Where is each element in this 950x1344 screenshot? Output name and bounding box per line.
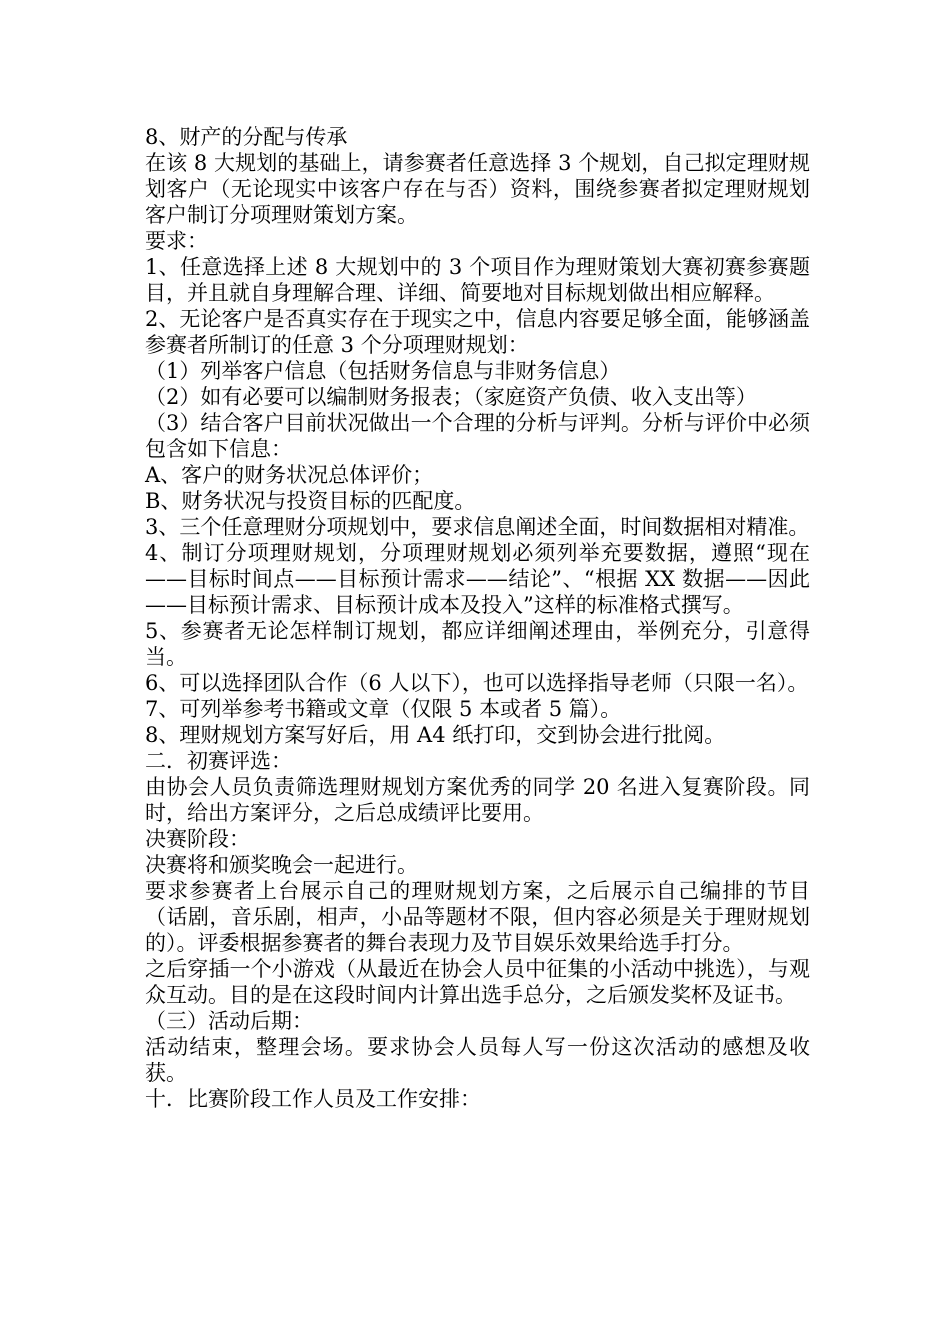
paragraph-sub-1: （1）列举客户信息（包括财务信息与非财务信息）: [145, 359, 621, 383]
paragraph-post-body: 活动结束，整理会场。要求协会人员每人写一份这次活动的感想及收获。: [145, 1035, 810, 1085]
paragraph-sub-2: （2）如有必要可以编制财务报表；（家庭资产负债、收入支出等）: [145, 385, 757, 409]
paragraph-preliminary-heading: 二．初赛评选：: [145, 749, 292, 773]
paragraph-req-7: 7、可列举参考书籍或文章（仅限 5 本或者 5 篇）。: [145, 697, 622, 721]
paragraph-final-2: 要求参赛者上台展示自己的理财规划方案，之后展示自己编排的节目（话剧，音乐剧，相声，小品等题材不限，但内容必须是关于理财规划的）。评委根据参赛者的舞台表现力及节目娱乐效果给选手打分。: [145, 879, 810, 955]
paragraph-req-6: 6、可以选择团队合作（6 人以下），也可以选择指导老师（只限一名）。: [145, 671, 809, 695]
paragraph-req-3: 3、三个任意理财分项规划中，要求信息阐述全面，时间数据相对精准。: [145, 515, 810, 539]
paragraph-final-3: 之后穿插一个小游戏（从最近在协会人员中征集的小活动中挑选），与观众互动。目的是在这段时间内计算出选手总分，之后颁发奖杯及证书。: [145, 957, 810, 1007]
document-body: [145, 124, 810, 1112]
paragraph-heading-8: 8、财产的分配与传承: [145, 125, 348, 149]
paragraph-sub-3: （3）结合客户目前状况做出一个合理的分析与评判。分析与评价中必须包含如下信息：: [145, 411, 810, 461]
paragraph-preliminary-body: 由协会人员负责筛选理财规划方案优秀的同学 20 名进入复赛阶段。同时，给出方案评分，之后总成绩评比要用。: [145, 775, 810, 825]
paragraph-req-4: 4、制订分项理财规划，分项理财规划必须列举充要数据，遵照“现在——目标时间点——目标预计需求——结论”、“根据 XX 数据——因此——目标预计需求、目标预计成本及投入”这样的标准格式撰写。: [145, 541, 810, 617]
paragraph-item-a: A、客户的财务状况总体评价；: [145, 463, 434, 487]
paragraph-post-heading: （三）活动后期：: [145, 1009, 313, 1033]
paragraph-item-b: B、财务状况与投资目标的匹配度。: [145, 489, 476, 513]
paragraph-final-heading: 决赛阶段：: [145, 827, 250, 851]
paragraph-final-1: 决赛将和颁奖晚会一起进行。: [145, 853, 418, 877]
paragraph-req-1: 1、任意选择上述 8 大规划中的 3 个项目作为理财策划大赛初赛参赛题目，并且就自身理解合理、详细、简要地对目标规划做出相应解释。: [145, 255, 810, 305]
paragraph-req-8: 8、理财规划方案写好后，用 A4 纸打印，交到协会进行批阅。: [145, 723, 726, 747]
paragraph-requirements-heading: 要求：: [145, 229, 208, 253]
paragraph-intro: 在该 8 大规划的基础上，请参赛者任意选择 3 个规划，自己拟定理财规划客户（无论现实中该客户存在与否）资料，围绕参赛者拟定理财规划客户制订分项理财策划方案。: [145, 151, 810, 227]
paragraph-section-10: 十．比赛阶段工作人员及工作安排：: [145, 1087, 481, 1111]
paragraph-req-5: 5、参赛者无论怎样制订规划，都应详细阐述理由，举例充分，引意得当。: [145, 619, 810, 669]
paragraph-req-2: 2、无论客户是否真实存在于现实之中，信息内容要足够全面，能够涵盖参赛者所制订的任意 3 个分项理财规划：: [145, 307, 810, 357]
